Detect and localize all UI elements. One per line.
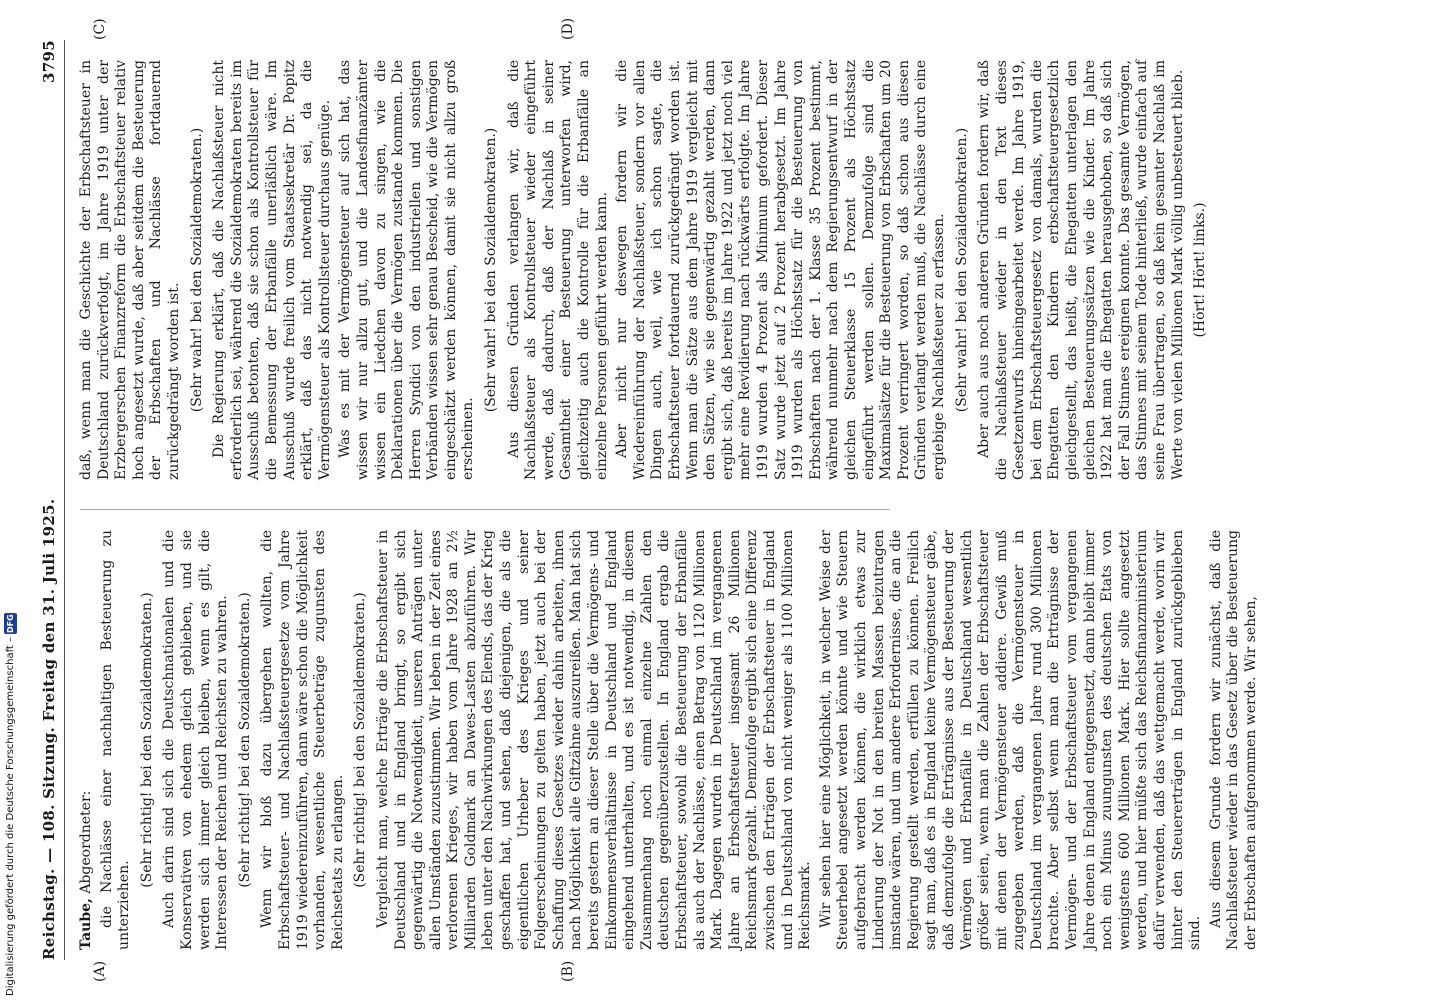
audience-reaction: (Sehr wahr! bei den Sozialdemokraten.) <box>483 127 500 413</box>
header-date: Freitag den 31. Juli 1925. <box>40 498 58 722</box>
paragraph: daß, wenn man die Geschichte der Erbschaftsteuer in Deutschland zurückverfolgt, im Jahre 1919 unter der Erzbergerschen Finanzreform die Erbschaftsteuer relativ hoch angesetzt wurde, daß aber seitdem die Besteuerung der Erbschaften und Nachlässe fortdauernd zurückgedrängt worden ist. <box>78 60 182 480</box>
margin-mark-c: (C) <box>92 18 108 40</box>
speaker-line <box>78 530 96 950</box>
audience-reaction: (Sehr richtig! bei den Sozialdemokraten.) <box>352 592 369 888</box>
paragraph: Aus diesen Gründen verlangen wir, daß die Nachlaßsteuer als Kontrollsteuer wieder eingeführt werde, daß dadurch, daß der Nachlaß in seiner Gesamtheit einer Besteuerung unterworfen wird, gleichzeitig auch die Kontrolle für die Erbanfälle an einzelne Personen geführt werden kann. <box>505 60 610 480</box>
header-title <box>40 499 58 960</box>
page-header <box>38 40 65 960</box>
paragraph: Auch darin sind sich die Deutschnationalen und die Konservativen von ehedem gleich geblieben, und sie werden sich immer gleich bleiben, wenn es gilt, die Interessen der Reichen und Reichsten zu wahren. <box>161 530 231 950</box>
margin-mark-a: (A) <box>92 960 108 982</box>
left-column <box>78 530 1259 950</box>
speaker-role: Abgeordneter: <box>78 790 94 899</box>
paragraph: Vergleicht man, welche Erträge die Erbschaftsteuer in Deutschland und in England bringt, so ergibt sich gegenwärtig die Notwendigkeit, unseren Anträgen unter allen Umständen zuzustimmen. Wir leben in der Zeit eines verlorenen Krieges, wir haben vom Jahre 1928 an 2½ Milliarden Goldmark an Dawes-Lasten abzuführen. Wir leben unter den Nachwirkungen des Elends, das der Krieg geschaffen hat, und sehen, daß diejenigen, die als die eigentlichen Urheber des Krieges und seiner Folgeerscheinungen zu gelten haben, jetzt auch bei der Schaffung dieses Gesetzes wieder dahin arbeiten, ihnen nach Möglichkeit alle Giftzähne auszureißen. Man hat sich bereits gestern an dieser Stelle über die Vermögens- und Einkommensverhältnisse in Deutschland und England eingehend unterhalten, und es ist notwendig, in diesem Zusammenhang noch einmal einzelne Zahlen den deutschen gegenüberzustellen. In England ergab die Erbschaftsteuer, sowohl die Besteuerung der Erbanfälle als auch der Nachlässe, einen Betrag von 1120 Millionen Mark. Dagegen wurden in Deutschland im vergangenen Jahre an Erbschaftsteuer insgesamt 26 Millionen Reichsmark gezahlt. Demzufolge ergibt sich eine Differenz zwischen den Erträgen der Erbschaftsteuer in England und in Deutschland von nicht weniger als 1100 Millionen Reichsmark. <box>374 530 814 950</box>
paragraph: Aus diesem Grunde fordern wir zunächst, daß die Nachlaßsteuer wieder in das Gesetz über die Besteuerung der Erbschaften aufgenommen werde. Wir sehen, <box>1207 530 1259 950</box>
page-number: 3795 <box>40 40 58 83</box>
audience-reaction: (Hört! Hört! links.) <box>1192 202 1209 338</box>
right-column <box>78 60 1209 480</box>
header-session: Reichstag. — 108. Sitzung. <box>40 726 58 960</box>
column-divider <box>80 509 890 510</box>
paragraph: Was es mit der Vermögensteuer auf sich hat, das wissen wir nur allzu gut, und die Landesfinanzämter wissen ein Liedchen davon zu singen, wie die Deklarationen über die Vermögen zustande kommen. Die Herren Syndici von den industriellen und sonstigen Verbänden wissen sehr genau Bescheid, wie die Vermögen eingeschätzt werden können, damit sie nicht allzu groß erscheinen. <box>337 60 477 480</box>
paragraph: die Nachlässe einer nachhaltigen Besteuerung zu unterziehen. <box>98 530 133 950</box>
audience-reaction: (Sehr richtig! bei den Sozialdemokraten.) <box>138 592 155 888</box>
audience-reaction: (Sehr wahr! bei den Sozialdemokraten.) <box>953 127 970 413</box>
speaker-name: Taube, <box>78 898 94 950</box>
credit-text: Digitalisierung gefördert durch die Deutsche Forschungsgemeinschaft – <box>5 636 16 996</box>
paragraph: Die Regierung erklärt, daß die Nachlaßsteuer nicht erforderlich sei, während die Sozialdemokraten bereits im Ausschuß betonten, daß sie schon als Kontrollsteuer für die Bemessung der Erbanfälle unerläßlich wäre. Im Ausschuß wurde freilich vom Staatssekretär Dr. Popitz erklärt, daß das nicht notwendig sei, da die Vermögensteuer als Kontrollsteuer durchaus genüge. <box>211 60 333 480</box>
dfg-logo: DFG <box>6 614 15 633</box>
audience-reaction: (Sehr richtig! bei den Sozialdemokraten.) <box>236 592 253 888</box>
paragraph: Wenn wir bloß dazu übergehen wollten, die Erbschaftsteuer- und Nachlaßsteuergesetze vom Jahre 1919 wiedereinzuführen, dann wäre schon die Möglichkeit vorhanden, wesentliche Steuerbeträge zugunsten des Reichsetats zu erlangen. <box>259 530 346 950</box>
paragraph: Wir sehen hier eine Möglichkeit, in welcher Weise der Steuerhebel angesetzt werden könnte und wie Steuern aufgebracht werden können, die wirklich etwas zur Linderung der Not in den breiten Massen beizutragen imstande wären, und um andere Erfordernisse, die an die Regierung gestellt werden, erfüllen zu können. Freilich sagt man, daß es in England keine Vermögensteuer gäbe, daß demzufolge die Erträgnisse aus der Besteuerung der Vermögen und Erbanfälle in Deutschland wesentlich größer seien, wenn man die Zahlen der Erbschaftsteuer mit denen der Vermögensteuer addiere. Gewiß muß zugegeben werden, daß die Vermögensteuer in Deutschland im vergangenen Jahre rund 300 Millionen brachte. Aber selbst wenn man die Erträgnisse der Vermögen- und der Erbschaftsteuer vom vergangenen Jahre denen in England entgegensetzt, dann bleibt immer noch ein Minus zuungunsten des deutschen Etats von wenigstens 600 Millionen Mark. Hier sollte angesetzt werden, und hier müßte sich das Reichsfinanzministerium dafür verwenden, daß das wettgemacht werde, worin wir hinter den Steuererträgen in England zurückgeblieben sind. <box>817 530 1204 950</box>
audience-reaction: (Sehr wahr! bei den Sozialdemokraten.) <box>188 127 205 413</box>
margin-mark-b: (B) <box>560 960 576 982</box>
margin-mark-d: (D) <box>560 17 576 40</box>
paragraph: Aber auch aus noch anderen Gründen fordern wir, daß die Nachlaßsteuer wieder in den Text dieses Gesetzentwurfs hineingearbeitet werde. Im Jahre 1919, bei dem Erbschaftsteuergesetz von damals, wurden die Ehegatten den Kindern erbschaftsteuergesetzlich gleichgestellt, das heißt, die Ehegatten unterlagen den gleichen Besteuerungssätzen wie die Kinder. Im Jahre 1922 hat man die Ehegatten herausgehoben, so daß sich der Fall Stinnes ereignen konnte. Das gesamte Vermögen, das Stinnes mit seinem Tode hinterließ, wurde einfach auf seine Frau übertragen, so daß kein gesamter Nachlaß im Werte von vielen Millionen Mark völlig unbesteuert blieb. <box>976 60 1186 480</box>
digitization-credit <box>4 606 18 996</box>
paragraph: Aber nicht nur deswegen fordern wir die Wiedereinführung der Nachlaßsteuer, sondern vor allen Dingen auch, weil, wie ich schon sagte, die Erbschaftsteuer fortdauernd zurückgedrängt worden ist. Wenn man die Sätze aus dem Jahre 1919 vergleicht mit den Sätzen, wie sie gegenwärtig gezahlt werden, dann ergibt sich, daß bereits im Jahre 1922 und jetzt noch viel mehr eine Revidierung nach rückwärts erfolgte. Im Jahre 1919 wurden 4 Prozent als Minimum gefordert. Dieser Satz wurde jetzt auf 2 Prozent herabgesetzt. Im Jahre 1919 wurden als Höchstsatz für die Besteuerung von Erbschaften nach der 1. Klasse 35 Prozent bestimmt, während nunmehr nach dem Regierungsentwurf in der gleichen Steuerklasse 15 Prozent als Höchstsatz eingeführt werden sollen. Demzufolge sind die Maximalsätze für die Besteuerung von Erbschaften um 20 Prozent verringert worden, so daß schon aus diesen Gründen verlangt werden muß, die Nachlässe durch eine ergiebige Nachlaßsteuer zu erfassen. <box>614 60 947 480</box>
